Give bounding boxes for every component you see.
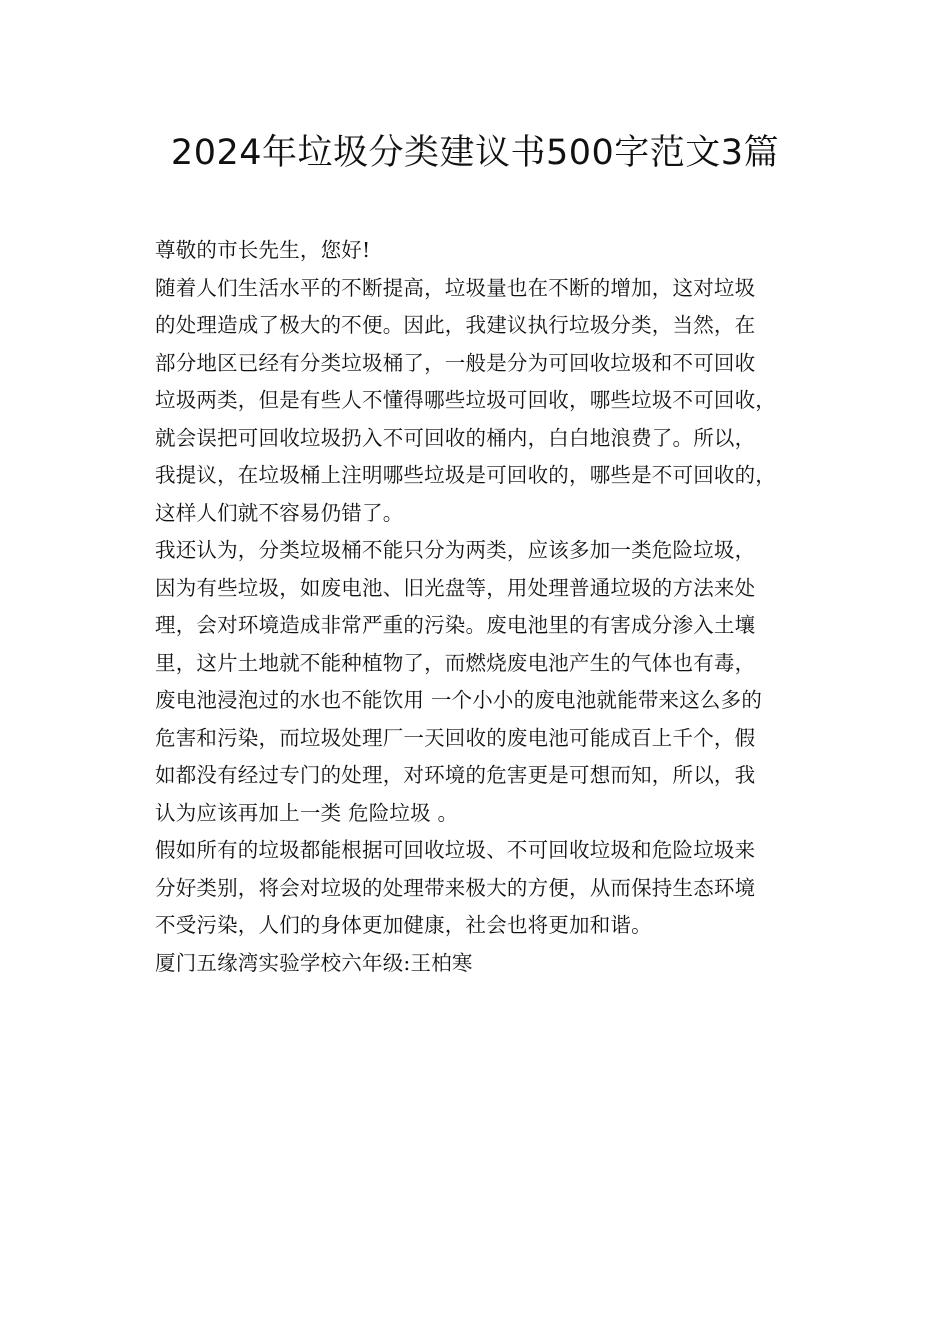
greeting-line: 尊敬的市长先生，您好! [155,238,371,262]
document-body [145,232,825,982]
body-paragraph-3 [145,832,825,945]
paragraph-line: 危害和污染，而垃圾处理厂一天回收的废电池可能成百上千个，假 [155,725,756,750]
paragraph-line: 垃圾两类，但是有些人不懂得哪些垃圾可回收，哪些垃圾不可回收， [155,388,776,412]
paragraph-line: 就会误把可回收垃圾扔入不可回收的桶内，白白地浪费了。所以， [155,425,756,450]
paragraph-line: 这样人们就不容易仍错了。 [155,500,404,525]
document-title: 2024年垃圾分类建议书500字范文3篇 [170,133,780,173]
body-paragraph-2 [145,532,825,832]
paragraph-line: 废电池浸泡过的水也不能饮用 一个小小的废电池就能带来这么多的 [155,688,763,712]
paragraph-line: 理，会对环境造成非常严重的污染。废电池里的有害成分渗入土壤 [155,613,756,637]
paragraph-line: 因为有些垃圾，如废电池、旧光盘等，用处理普通垃圾的方法来处 [155,575,756,600]
body-paragraph-1 [145,270,825,533]
paragraph-line: 的处理造成了极大的不便。因此，我建议执行垃圾分类，当然，在 [155,313,756,337]
paragraph-line: 如都没有经过专门的处理，对环境的危害更是可想而知，所以，我 [155,763,756,787]
paragraph-line: 部分地区已经有分类垃圾桶了，一般是分为可回收垃圾和不可回收 [155,350,756,375]
signature-line: 厦门五缘湾实验学校六年级:王柏寒 [155,950,473,975]
signature-paragraph [145,945,825,983]
paragraph-line: 里，这片土地就不能种植物了，而燃烧废电池产生的气体也有毒， [155,650,756,675]
paragraph-line: 我还认为，分类垃圾桶不能只分为两类，应该多加一类危险垃圾， [155,538,756,562]
paragraph-line: 假如所有的垃圾都能根据可回收垃圾、不可回收垃圾和危险垃圾来 [155,838,756,862]
paragraph-line: 我提议，在垃圾桶上注明哪些垃圾是可回收的，哪些是不可回收的， [155,463,776,487]
paragraph-line: 认为应该再加上一类 危险垃圾 。 [155,800,459,825]
paragraph-line: 不受污染，人们的身体更加健康，社会也将更加和谐。 [155,913,652,937]
paragraph-line: 分好类别，将会对垃圾的处理带来极大的方便，从而保持生态环境 [155,875,756,900]
greeting-paragraph [145,232,825,270]
paragraph-line: 随着人们生活水平的不断提高，垃圾量也在不断的增加，这对垃圾 [155,275,756,300]
